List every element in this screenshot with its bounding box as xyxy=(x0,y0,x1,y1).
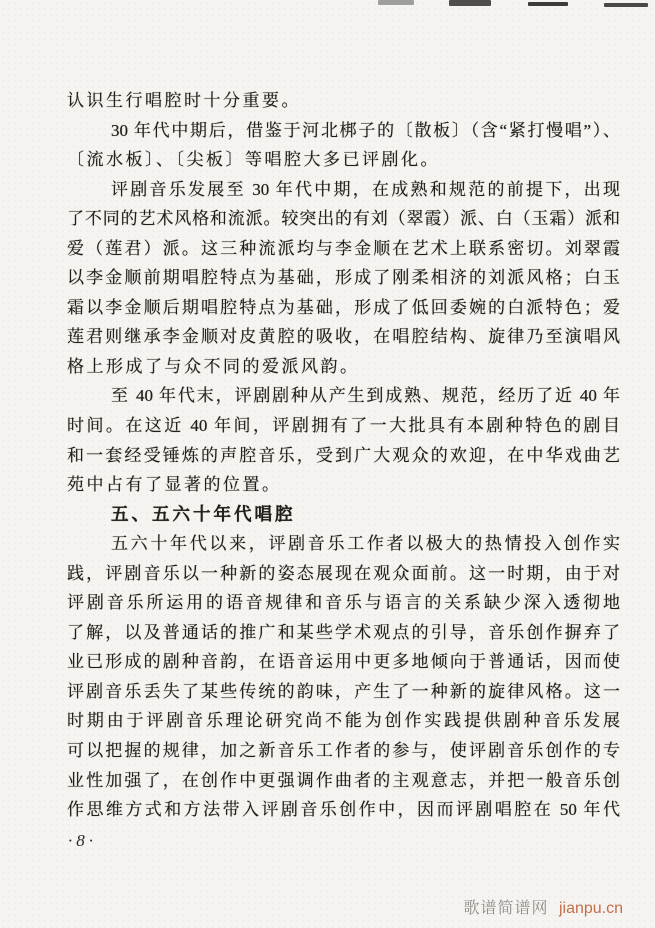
text-line: 苑中占有了显著的位置。 xyxy=(67,475,282,495)
text-line: 莲君则继承李金顺对皮黄腔的吸收，在唱腔结构、旋律乃至演唱风 xyxy=(67,327,620,347)
text-line: 时间。在这近 40 年间，评剧拥有了一大批具有本剧种特色的剧目 xyxy=(67,416,620,436)
text-line: 评剧音乐所运用的语音规律和音乐与语言的关系缺少深入透彻地 xyxy=(67,593,620,613)
text-line: 时期由于评剧音乐理论研究尚不能为创作实践提供剧种音乐发展 xyxy=(67,711,620,731)
text-line: 爱（莲君）派。这三种流派均与李金顺在艺术上联系密切。刘翠霞 xyxy=(67,238,620,258)
scan-artifact-dash-1 xyxy=(378,0,414,5)
text-line: 可以把握的规律，加之新音乐工作者的参与，使评剧音乐创作的专 xyxy=(67,741,620,761)
page-number: ·8· xyxy=(68,831,97,850)
text-line: 〔流水板〕、〔尖板〕等唱腔大多已评剧化。 xyxy=(67,150,440,170)
text-line: 格上形成了与众不同的爱派风韵。 xyxy=(67,356,360,376)
text-line: 以李金顺前期唱腔特点为基础，形成了刚柔相济的刘派风格；白玉 xyxy=(67,268,620,288)
text-line: 评剧音乐丢失了某些传统的韵味，产生了一种新的旋律风格。这一 xyxy=(67,681,620,701)
scan-artifact-dash-2 xyxy=(449,0,491,6)
text-line: 评剧音乐发展至 30 年代中期，在成熟和规范的前提下，出现 xyxy=(111,179,620,199)
text-line: 了解，以及普通话的推广和某些学术观点的引导，音乐创作摒弃了 xyxy=(67,622,620,642)
text-line: 作思维方式和方法带入评剧音乐创作中，因而评剧唱腔在 50 年代 xyxy=(67,800,620,820)
text-line: 认识生行唱腔时十分重要。 xyxy=(67,91,301,110)
text-line: 践，评剧音乐以一种新的姿态展现在观众面前。这一时期，由于对 xyxy=(67,563,620,583)
scan-artifact-dash-4 xyxy=(604,3,648,7)
watermark-site-name: 歌谱简谱网 xyxy=(463,900,549,917)
text-line: 至 40 年代末，评剧剧种从产生到成熟、规范，经历了近 40 年 xyxy=(111,386,620,406)
section-heading: 五、五六十年代唱腔 xyxy=(111,503,296,524)
watermark-url: jianpu.cn xyxy=(558,900,623,917)
text-line: 五六十年代以来，评剧音乐工作者以极大的热情投入创作实 xyxy=(111,534,620,554)
text-line: 了不同的艺术风格和流派。较突出的有刘（翠霞）派、白（玉霜）派和 xyxy=(67,209,620,229)
watermark xyxy=(463,898,623,920)
text-line: 业已形成的剧种音韵，在语音运用中更多地倾向于普通话，因而使 xyxy=(67,652,620,672)
text-line: 业性加强了，在创作中更强调作曲者的主观意志，并把一般音乐创 xyxy=(67,770,620,790)
text-line: 和一套经受锤炼的声腔音乐，受到广大观众的欢迎，在中华戏曲艺 xyxy=(67,445,620,465)
text-line: 霜以李金顺后期唱腔特点为基础，形成了低回委婉的白派特色；爱 xyxy=(67,297,620,317)
scan-artifact-dash-3 xyxy=(528,2,568,6)
body-text xyxy=(67,86,620,825)
text-line: 30 年代中期后，借鉴于河北梆子的〔散板〕（含“紧打慢唱”）、 xyxy=(111,120,620,140)
